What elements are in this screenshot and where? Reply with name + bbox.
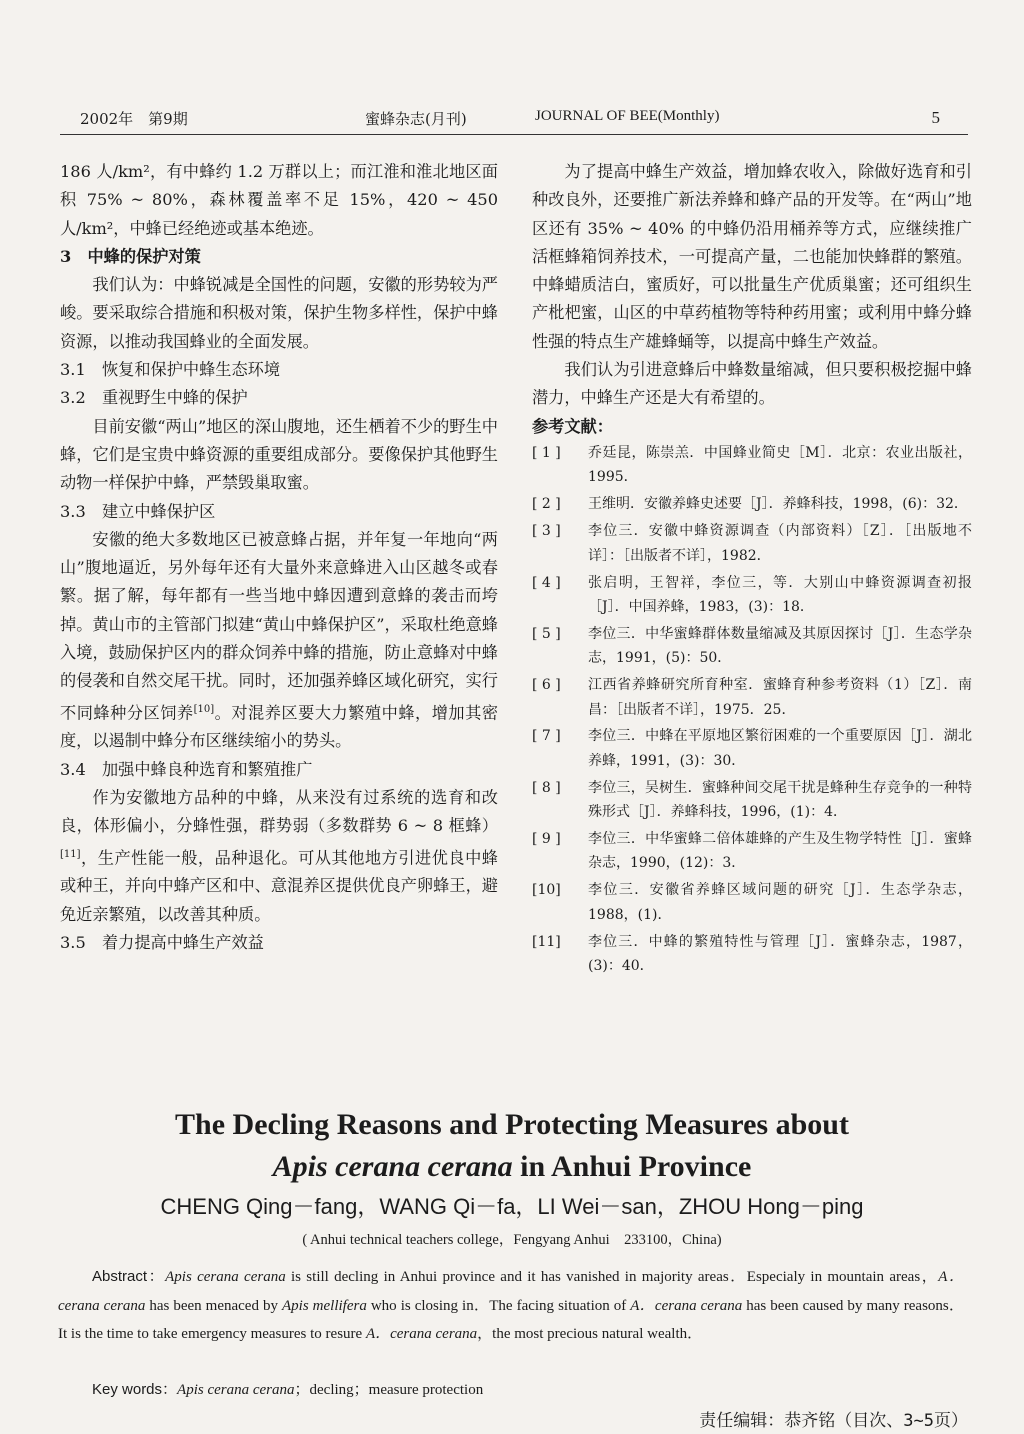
reference-item: [532, 930, 972, 979]
reference-number: [ 1 ]: [532, 444, 561, 461]
keywords: Key words：Apis cerana cerana；decling；measure protection: [92, 1381, 484, 1398]
page-number: 5: [931, 108, 940, 127]
reference-number: [ 5 ]: [532, 625, 561, 642]
paragraph-3-2: 目前安徽“两山”地区的深山腹地，还生栖着不少的野生中蜂，它们是宝贵中蜂资源的重要组成部分。要像保护其他野生动物一样保护中蜂，严禁毁巢取蜜。: [60, 416, 498, 493]
reference-text: 张启明，王智祥，李位三，等．大别山中蜂资源调查初报［J］．中国养蜂，1983，(3)：18．: [588, 574, 972, 615]
citation-10: [10]: [193, 703, 215, 715]
reference-number: [ 4 ]: [532, 574, 561, 591]
journal-name-cn: 蜜蜂杂志(月刊): [365, 110, 467, 128]
citation-11: [11]: [60, 848, 81, 860]
reference-list: [532, 441, 972, 979]
reference-text: 李位三．中华蜜蜂二倍体雄蜂的产生及生物学特性［J］．蜜蜂杂志，1990，(12)：3．: [588, 831, 972, 872]
reference-number: [10]: [532, 882, 561, 899]
journal-name-en: JOURNAL OF BEE(Monthly): [535, 108, 720, 124]
reference-text: 李位三．中华蜜蜂群体数量缩减及其原因探讨［J］．生态学杂志，1991，(5)：50．: [588, 625, 972, 667]
paragraph-3-5: 为了提高中蜂生产效益，增加蜂农收入，除做好选育和引种改良外，还要推广新法养蜂和蜂产品的开发等。在“两山”地区还有 35% ~ 40% 的中蜂仍沿用桶养等方式，应继续推广活框蜂箱饲养技术，一可提高产量，二也能加快蜂群的繁殖。中蜂蜡质洁白，蜜质好，可以批量生产优质巢蜜；还可组织生产枇杷蜜，山区的中草药植物等特种药用蜜；或利用中蜂分蜂性强的特点生产雄蜂蛹等，以提高中蜂生产效益。: [532, 162, 972, 351]
reference-text: 江西省养蜂研究所育种室．蜜蜂育种参考资料（1）［Z］．南昌：［出版者不详］，1975．25．: [588, 677, 972, 718]
editor-note: 责任编辑：恭齐铭（目次、3~5页）: [699, 1411, 968, 1431]
section-3-heading: 3 中蜂的保护对策: [60, 246, 201, 266]
reference-text: 乔廷昆，陈崇羔．中国蜂业简史［M］．北京：农业出版社，1995．: [588, 444, 972, 486]
paragraph-continued: 186 人/km²，有中蜂约 1.2 万群以上；而江淮和淮北地区面积 75% ~ 80%，森林覆盖率不足 15%，420 ~ 450 人/km²，中蜂已经绝迹或基本绝迹。: [60, 162, 498, 238]
paragraph-3-3: 安徽的绝大多数地区已被意蜂占据，并年复一年地向“两山”腹地逼近，另外每年还有大量外来意蜂进入山区越冬或春繁。据了解，每年都有一些当地中蜂因遭到意蜂的袭击而垮掉。黄山市的主管部门拟建“黄山中蜂保护区”，采取杜绝意蜂入境，鼓励保护区内的群众饲养中蜂的措施，防止意蜂对中蜂的侵袭和自然交尾干扰。同时，还加强养蜂区域化研究，实行不同蜂种分区饲养[10]。对混养区要大力繁殖中蜂，增加其密度，以遏制中蜂分布区继续缩小的势头。: [60, 529, 499, 751]
reference-number: [ 6 ]: [532, 677, 561, 694]
english-title-line2: Apis cerana cerana in Anhui Province: [272, 1150, 752, 1183]
reference-number: [ 8 ]: [532, 779, 561, 796]
paragraph-conclusion: 我们认为引进意蜂后中蜂数量缩减，但只要积极挖掘中蜂潜力，中蜂生产还是大有希望的。: [532, 360, 972, 408]
reference-item: [532, 878, 972, 927]
reference-text: 王维明．安徽养蜂史述要［J］．养蜂科技，1998，(6)：32．: [588, 496, 968, 513]
reference-number: [ 2 ]: [532, 496, 561, 513]
author-list: CHENG Qing－fang，WANG Qi－fa，LI Wei－san，ZHOU Hong－ping: [160, 1194, 864, 1219]
paragraph-intro: 我们认为：中蜂锐减是全国性的问题，安徽的形势较为严峻。要采取综合措施和积极对策，保护生物多样性，保护中蜂资源，以推动我国蜂业的全面发展。: [60, 275, 498, 351]
reference-number: [ 3 ]: [532, 523, 561, 540]
reference-item: [532, 724, 972, 773]
subsection-3-3-heading: 3.3 建立中蜂保护区: [60, 501, 216, 521]
reference-text: 李位三．中蜂在平原地区繁衍困难的一个重要原因［J］．湖北养蜂，1991，(3)：30．: [588, 728, 972, 769]
subsection-3-4-heading: 3.4 加强中蜂良种选育和繁殖推广: [60, 759, 313, 779]
subsection-3-5-heading: 3.5 着力提高中蜂生产效益: [60, 932, 264, 952]
reference-text: 李位三，吴树生．蜜蜂种间交尾干扰是蜂种生存竞争的一种特殊形式［J］．养蜂科技，1996，(1)：4．: [588, 779, 972, 821]
references-heading: 参考文献：: [532, 416, 613, 436]
subsection-3-2-heading: 3.2 重视野生中蜂的保护: [60, 388, 248, 408]
affiliation: ( Anhui technical teachers college，Fengyang Anhui 233100，China): [302, 1232, 722, 1248]
reference-item: [532, 827, 972, 876]
right-column: [532, 158, 972, 981]
abstract-label: Abstract：: [92, 1268, 166, 1285]
reference-item: [532, 673, 972, 722]
reference-text: 李位三．安徽省养蜂区域问题的研究［J］．生态学杂志，1988，(1)．: [588, 882, 972, 923]
reference-item: [532, 776, 972, 825]
reference-item: [532, 519, 972, 568]
reference-item: [532, 571, 972, 620]
left-column: [60, 158, 498, 957]
reference-item: [532, 492, 972, 516]
reference-number: [ 7 ]: [532, 728, 561, 745]
english-title-line1: The Decling Reasons and Protecting Measures about: [175, 1108, 849, 1141]
reference-number: [11]: [532, 933, 561, 950]
reference-text: 李位三．中蜂的繁殖特性与管理［J］．蜜蜂杂志，1987，(3)：40．: [588, 933, 972, 975]
reference-item: [532, 441, 972, 490]
issue-label: 2002年 第9期: [80, 110, 188, 128]
paragraph-3-4: 作为安徽地方品种的中蜂，从来没有过系统的选育和改良，体形偏小，分蜂性强，群势弱（多数群势 6 ~ 8 框蜂）[11]，生产性能一般，品种退化。可从其他地方引进优良中蜂或种王，并向中蜂产区和中、意混养区提供优良产卵蜂王，避免近亲繁殖，以改善其种质。: [60, 787, 498, 924]
subsection-3-1-heading: 3.1 恢复和保护中蜂生态环境: [60, 360, 281, 380]
reference-item: [532, 622, 972, 671]
running-header: [60, 108, 968, 135]
keywords-label: Key words：: [92, 1381, 178, 1398]
reference-text: 李位三．安徽中蜂资源调查（内部资料）［Z］．［出版地不详］：［出版者不详］，1982．: [588, 523, 972, 564]
reference-number: [ 9 ]: [532, 831, 561, 848]
english-abstract: Abstract：Apis cerana cerana is still decling in Anhui province and it has vanished in majority areas．Especialy in mountain areas，A．cerana cerana has been menaced by Apis mellifera who is closing in．The facing situation of A．cerana cerana has been caused by many reasons．It is the time to take emergency measures to resure A．cerana cerana，the most precious natural wealth．: [58, 1268, 965, 1342]
